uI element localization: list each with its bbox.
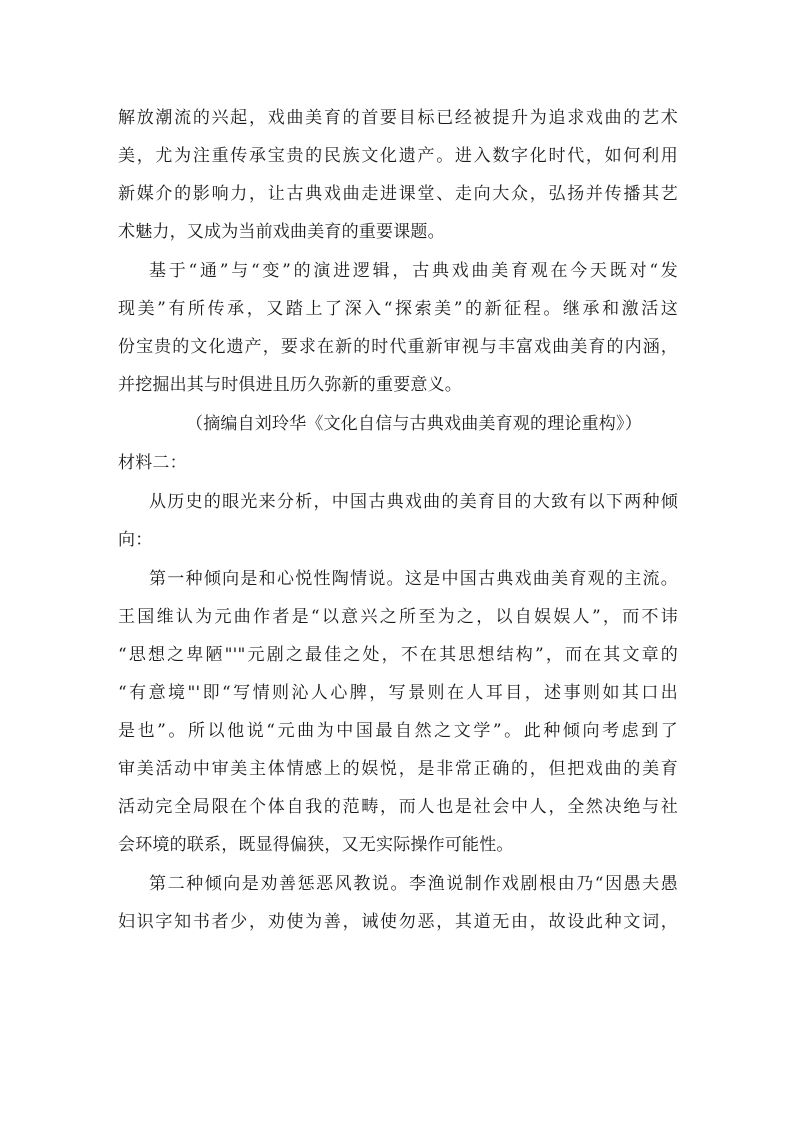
section-heading: 材料二： bbox=[118, 453, 187, 473]
paragraph-4-line-3: “思想之卑陋"'"元剧之最佳之处，不在其思想结构”，而在其文章的 bbox=[118, 645, 678, 665]
source-citation: （摘编自刘玲华《文化自信与古典戏曲美育观的理论重构》） bbox=[186, 414, 642, 434]
paragraph-4-line-1: 第一种倾向是和心悦性陶情说。这是中国古典戏曲美育观的主流。 bbox=[149, 569, 678, 589]
paragraph-1-line-3: 新媒介的影响力，让古典戏曲走进课堂、走向大众，弘扬并传播其艺 bbox=[118, 184, 678, 204]
paragraph-4-line-8: 会环境的联系，既显得偏狭，又无实际操作可能性。 bbox=[118, 835, 514, 855]
paragraph-2-line-4: 并挖掘出其与时俱进且历久弥新的重要意义。 bbox=[118, 375, 462, 395]
paragraph-5-line-2: 妇识字知书者少，劝使为善，诫使勿恶，其道无由，故设此种文词， bbox=[118, 912, 678, 932]
paragraph-3-line-2: 向： bbox=[118, 530, 153, 550]
paragraph-1-line-2: 美，尤为注重传承宝贵的民族文化遗产。进入数字化时代，如何利用 bbox=[118, 146, 678, 166]
paragraph-2-line-3: 份宝贵的文化遗产，要求在新的时代重新审视与丰富戏曲美育的内涵， bbox=[118, 337, 678, 357]
paragraph-4-line-4: “有意境"'即“写情则沁人心脾，写景则在人耳目，述事则如其口出 bbox=[118, 683, 678, 703]
paragraph-3-line-1: 从历史的眼光来分析，中国古典戏曲的美育目的大致有以下两种倾 bbox=[149, 492, 678, 512]
paragraph-2-line-2: 现美”有所传承，又踏上了深入“探索美”的新征程。继承和激活这 bbox=[118, 299, 678, 319]
paragraph-5-line-1: 第二种倾向是劝善惩恶风教说。李渔说制作戏剧根由乃“因愚夫愚 bbox=[149, 874, 678, 894]
paragraph-1-line-1: 解放潮流的兴起，戏曲美育的首要目标已经被提升为追求戏曲的艺术 bbox=[118, 108, 678, 128]
paragraph-1-line-4: 术魅力，又成为当前戏曲美育的重要课题。 bbox=[118, 222, 445, 242]
paragraph-4-line-2: 王国维认为元曲作者是“以意兴之所至为之，以自娱娱人”，而不讳 bbox=[118, 607, 678, 627]
paragraph-4-line-6: 审美活动中审美主体情感上的娱悦，是非常正确的，但把戏曲的美育 bbox=[118, 759, 678, 779]
paragraph-4-line-5: 是也”。所以他说“元曲为中国最自然之文学”。此种倾向考虑到了 bbox=[118, 721, 678, 741]
paragraph-4-line-7: 活动完全局限在个体自我的范畴，而人也是社会中人，全然决绝与社 bbox=[118, 797, 678, 817]
paragraph-2-line-1: 基于“通”与“变”的演进逻辑，古典戏曲美育观在今天既对“发 bbox=[149, 261, 678, 281]
